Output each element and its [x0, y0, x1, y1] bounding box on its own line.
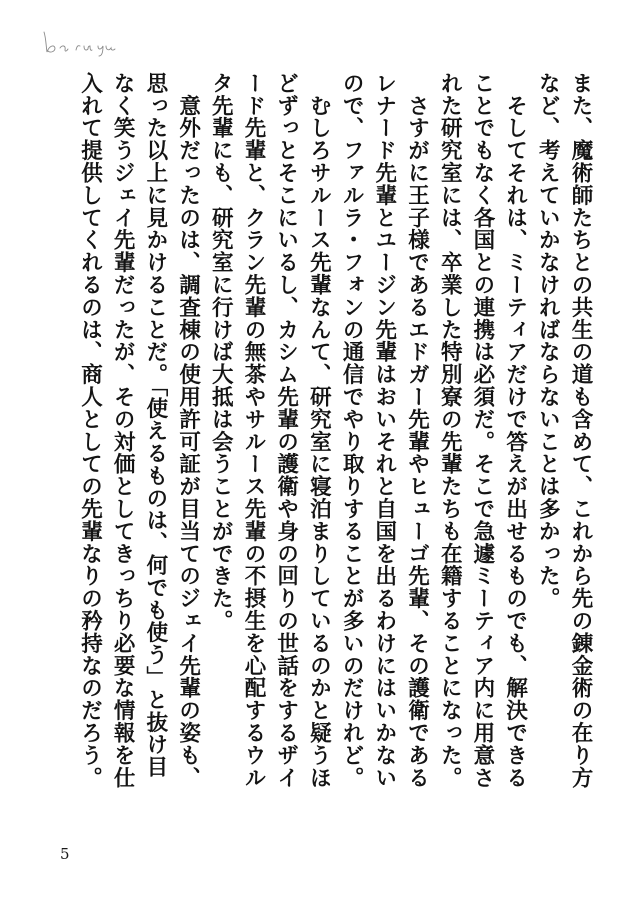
vertical-body-text: [66, 72, 596, 792]
paragraph-3: さすがに王子様であるエドガー先輩やヒューゴ先輩、その護衛であるレナード先輩とユージン先輩はおいそれと自国を出るわけにはいかないので、ファルラ・フォンの通信でやり取りすることが多いのだけれど。: [339, 72, 430, 789]
paragraph-2: そしてそれは、ミーティアだけで答えが出せるものでも、解決できることでもなく各国との連携は必須だ。そこで急遽ミーティア内に用意された研究室には、卒業した特別寮の先輩たちも在籍することになった。: [437, 72, 528, 789]
paragraph-4: むしろサルース先輩なんて、研究室に寝泊まりしているのかと疑うほどずっとそこにいるし、カシム先輩の護衛や身の回りの世話をするザイード先輩と、クラン先輩の無茶やサルース先輩の不摂生を心配するウルタ先輩にも、研究室に行けば大抵は会うことができた。: [208, 72, 332, 789]
paragraph-5: 意外だったのは、調査棟の使用許可証が目当てのジェイ先輩の姿も、思った以上に見かけることだ。「使えるものは、何でも使う」と抜け目なく笑うジェイ先輩だったが、その対価としてきっちり必要な情報を仕入れて提供してくれるのは、商人としての先輩なりの矜持なのだろう。: [77, 72, 201, 789]
page-number: 5: [60, 845, 70, 863]
handwritten-signature: [40, 28, 130, 58]
paragraph-1: また、魔術師たちとの共生の道も含めて、これから先の錬金術の在り方など、考えていかなければならないことは多かった。: [535, 72, 593, 789]
